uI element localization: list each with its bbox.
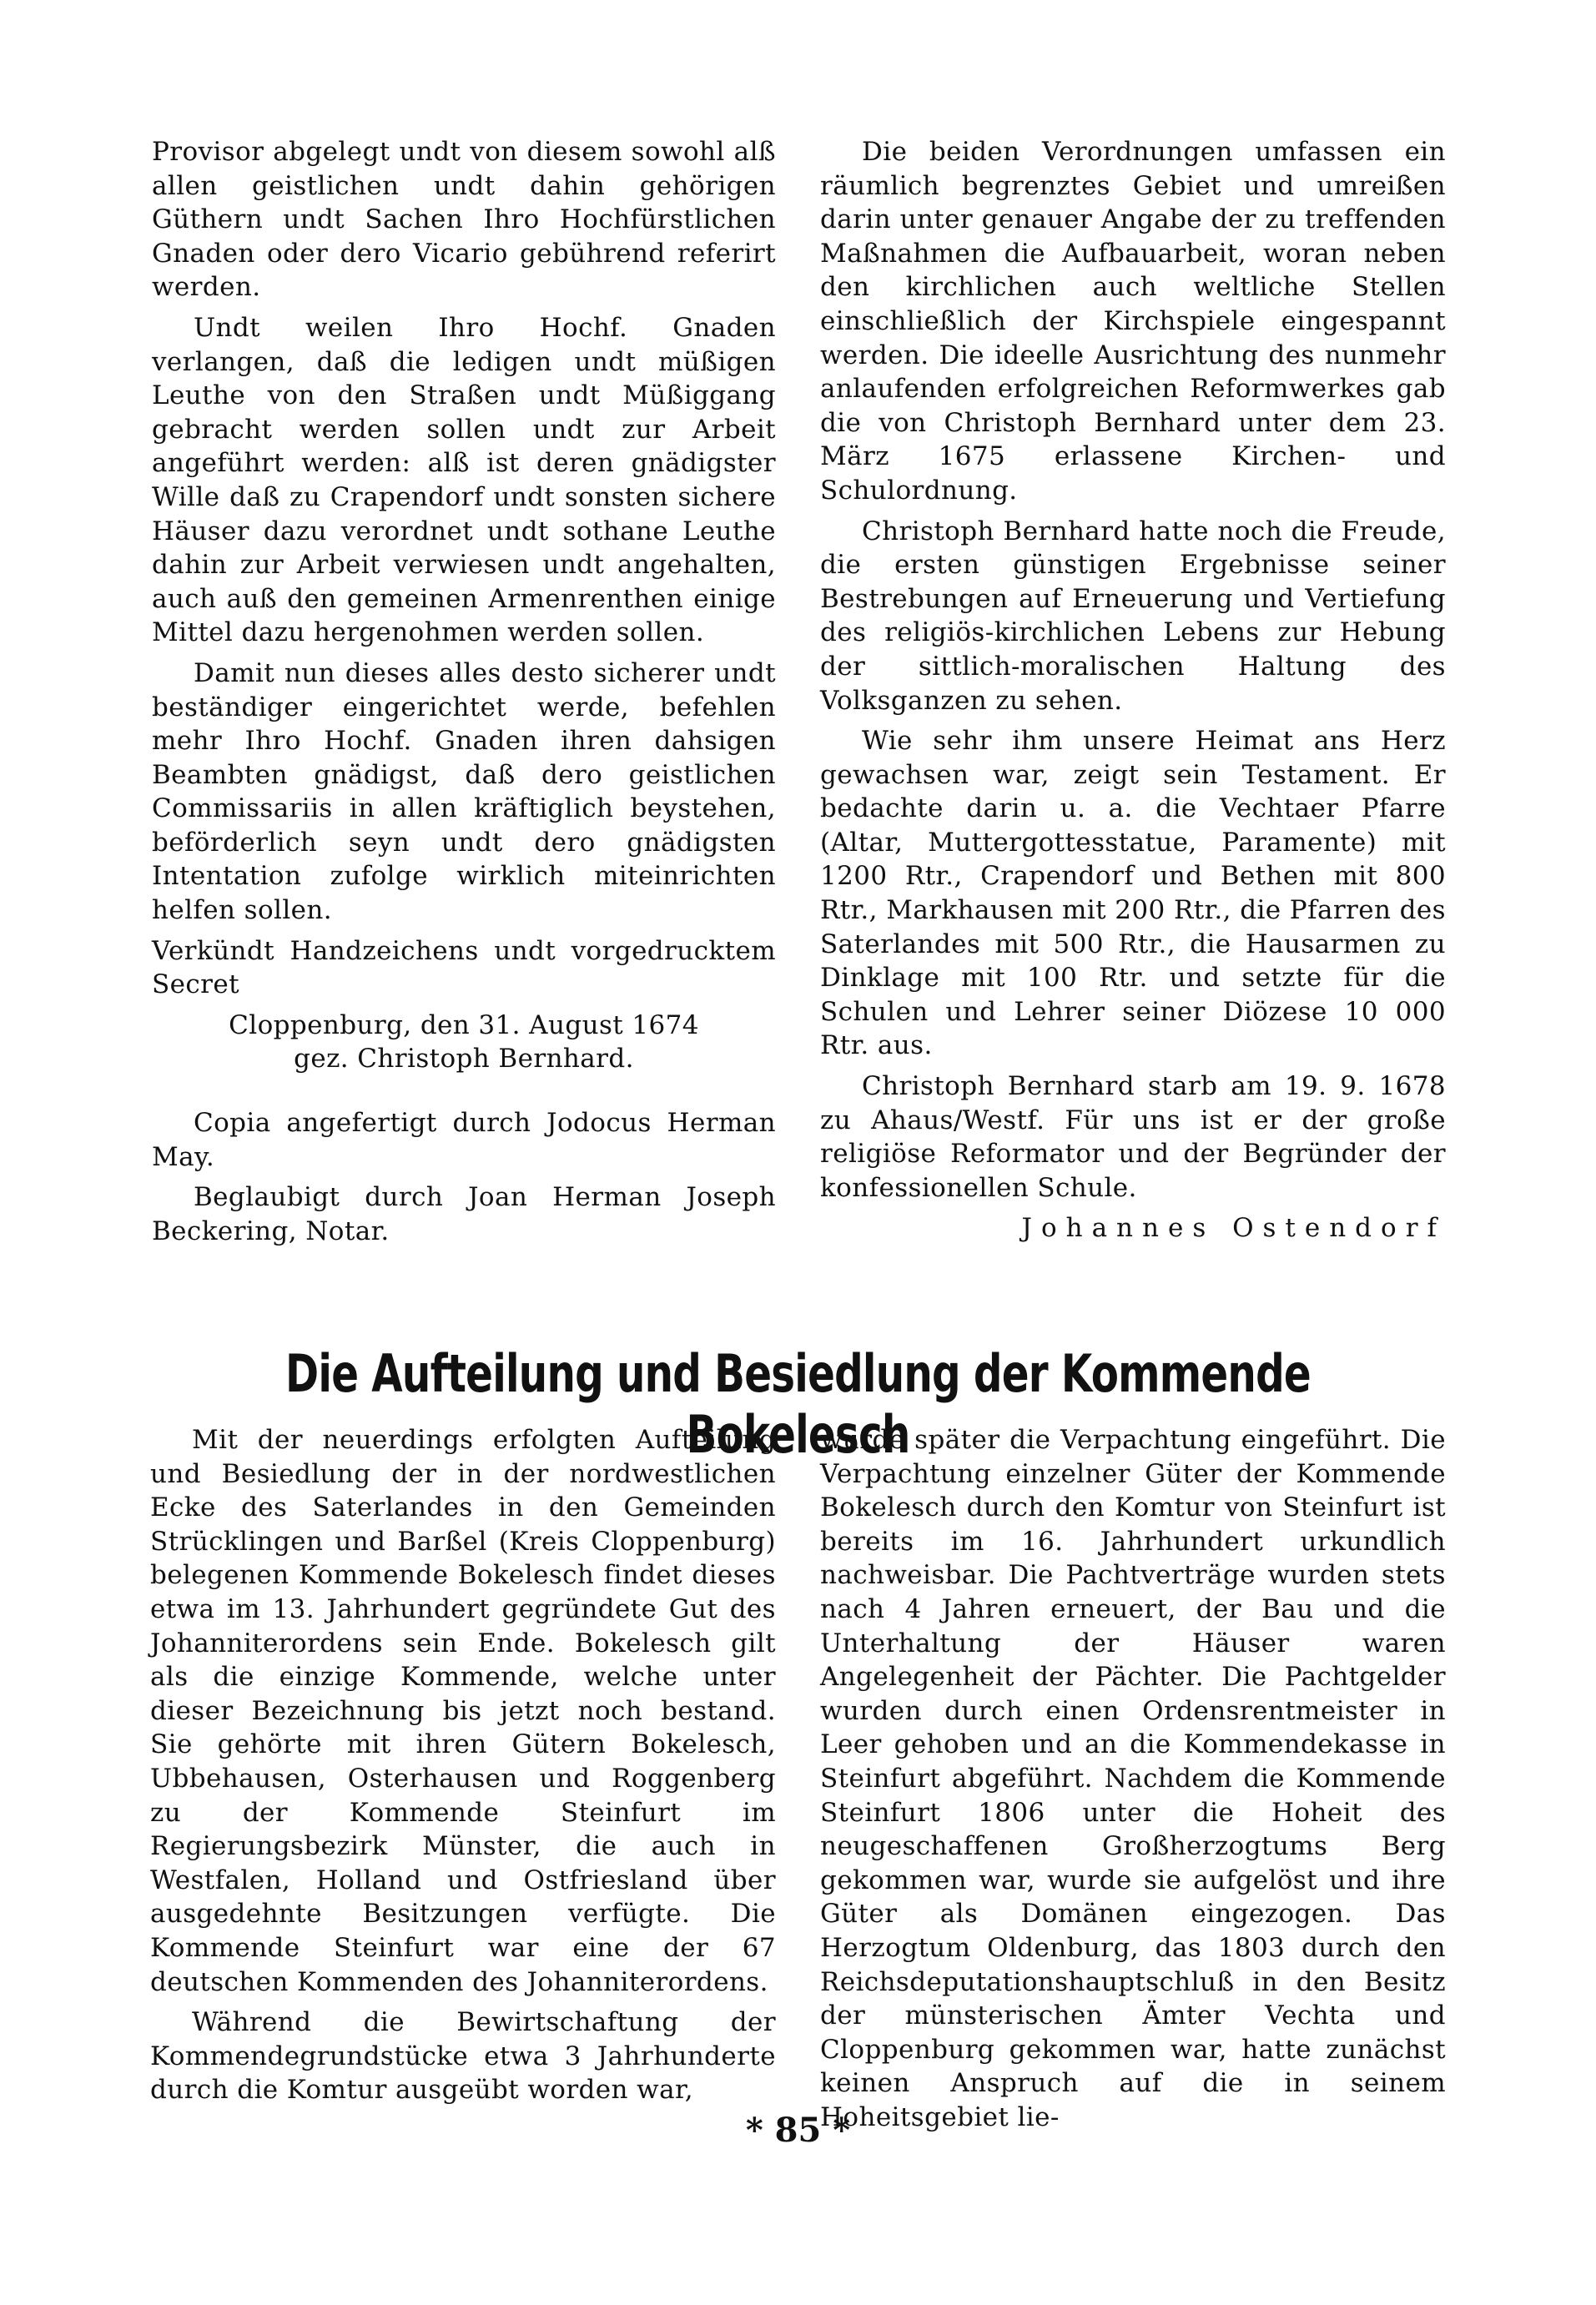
paragraph: Während die Bewirtschaftung der Kommendegrundstücke etwa 3 Jahrhunderte durch die Komtur ausgeübt worden war, <box>150 2007 776 2106</box>
place-date: Cloppenburg, den 31. August 1674 <box>229 1009 699 1040</box>
paragraph: Christoph Bernhard starb am 19. 9. 1678 zu Ahaus/Westf. Für uns ist er der große religiöse Reformator und der Begründer der konfessionellen Schule. <box>820 1071 1446 1203</box>
article-title: Die Aufteilung und Besiedlung der Kommende Bokelesch <box>285 1343 1311 1465</box>
column-top-right <box>820 135 1446 1252</box>
column-top-left <box>152 135 776 1255</box>
paragraph: Die beiden Verordnungen umfassen ein räumlich begrenztes Gebiet und umreißen darin unter genauer Angabe der zu treffenden Maßnahmen die Aufbauarbeit, woran neben den kirchlichen auch weltliche Stellen einschließlich der Kirchspiele eingespannt werden. Die ideelle Ausrichtung des nunmehr anlaufenden erfolgreichen Reformwerkes gab die von Christoph Bernhard unter dem 23. März 1675 erlassene Kirchen- und Schulordnung. <box>820 137 1446 506</box>
paragraph: Undt weilen Ihro Hochf. Gnaden verlangen, daß die ledigen undt müßigen Leuthe von den Straßen undt Müßiggang gebracht werden sollen undt zur Arbeit angeführt werden: alß ist deren gnädigster Wille daß zu Crapendorf undt sonsten sichere Häuser dazu verordnet undt sothane Leuthe dahin zur Arbeit verwiesen undt angehalten, auch auß den gemeinen Armenrenthen einige Mittel dazu hergenohmen werden sollen. <box>152 312 776 648</box>
paragraph: Verkündt Handzeichens undt vorgedrucktem Secret <box>152 935 776 1000</box>
paragraph: Damit nun dieses alles desto sicherer undt beständiger eingerichtet werde, befehlen mehr Ihro Hochf. Gnaden ihren dahsigen Beambten gnädigst, daß dero geistlichen Commissariis in allen kräftiglich beystehen, beförderlich seyn undt dero gnädigsten Intentation zufolge wirklich miteinrichten helfen sollen. <box>152 657 776 926</box>
certification-note: Beglaubigt durch Joan Herman Joseph Beckering, Notar. <box>152 1182 776 1246</box>
paragraph: Christoph Bernhard hatte noch die Freude, die ersten günstigen Ergebnisse seiner Bestrebungen auf Erneuerung und Vertiefung des religiös-kirchlichen Lebens zur Hebung der sittlich-moralischen Haltung des Volksganzen zu sehen. <box>820 516 1446 716</box>
paragraph: Wie sehr ihm unsere Heimat ans Herz gewachsen war, zeigt sein Testament. Er bedachte darin u. a. die Vechtaer Pfarre (Altar, Muttergottesstatue, Paramente) mit 1200 Rtr., Crapendorf und Bethen mit 800 Rtr., Markhausen mit 200 Rtr., die Pfarren des Saterlandes mit 500 Rtr., die Hausarmen zu Dinklage mit 100 Rtr. und setzte für die Schulen und Lehrer seiner Diözese 10 000 Rtr. aus. <box>820 726 1446 1061</box>
spacer <box>152 1076 776 1106</box>
paragraph: Mit der neuerdings erfolgten Aufteilung und Besiedlung der in der nordwestlichen Ecke des Saterlandes in den Gemeinden Strücklingen und Barßel (Kreis Cloppenburg) belegenen Kommende Bokelesch findet dieses etwa im 13. Jahrhundert gegründete Gut des Johanniterordens sein Ende. Bokelesch gilt als die einzige Kommende, welche unter dieser Bezeichnung bis jetzt noch bestand. Sie gehörte mit ihren Gütern Bokelesch, Ubbehausen, Osterhausen und Roggenberg zu der Kommende Steinfurt im Regierungsbezirk Münster, die auch in Westfalen, Holland und Ostfriesland über ausgedehnte Besitzungen verfügte. Die Kommende Steinfurt war eine der 67 deutschen Kommenden des Johanniterordens. <box>150 1425 776 1997</box>
paragraph: Provisor abgelegt undt von diesem sowohl alß allen geistlichen undt dahin gehörigen Güthern undt Sachen Ihro Hochfürstlichen Gnaden oder dero Vicario gebührend referirt werden. <box>152 137 776 303</box>
column-bottom-left <box>150 1423 776 2114</box>
column-bottom-right <box>820 1423 1446 2141</box>
author-signature: Johannes Ostendorf <box>1021 1213 1446 1244</box>
copy-note: Copia angefertigt durch Jodocus Herman May. <box>152 1108 776 1172</box>
paragraph: wurde später die Verpachtung eingeführt. Die Verpachtung einzelner Güter der Kommende Bokelesch durch den Komtur von Steinfurt ist bereits im 16. Jahrhundert urkundlich nachweisbar. Die Pachtverträge wurden stets nach 4 Jahren erneuert, der Bau und die Unterhaltung der Häuser waren Angelegenheit der Pächter. Die Pachtgelder wurden durch einen Ordensrentmeister in Leer gehoben und an die Kommendekasse in Steinfurt abgeführt. Nachdem die Kommende Steinfurt 1806 unter die Hoheit des neugeschaffenen Großherzogtums Berg gekommen war, wurde sie aufgelöst und ihre Güter als Domänen eingezogen. Das Herzogtum Oldenburg, das 1803 durch den Reichsdeputationshauptschluß in den Besitz der münsterischen Ämter Vechta und Cloppenburg gekommen war, hatte zunächst keinen Anspruch auf die in seinem Hoheitsgebiet lie- <box>820 1425 1446 2132</box>
signature: gez. Christoph Bernhard. <box>294 1044 634 1074</box>
page-number: * 85 * <box>745 2111 851 2150</box>
